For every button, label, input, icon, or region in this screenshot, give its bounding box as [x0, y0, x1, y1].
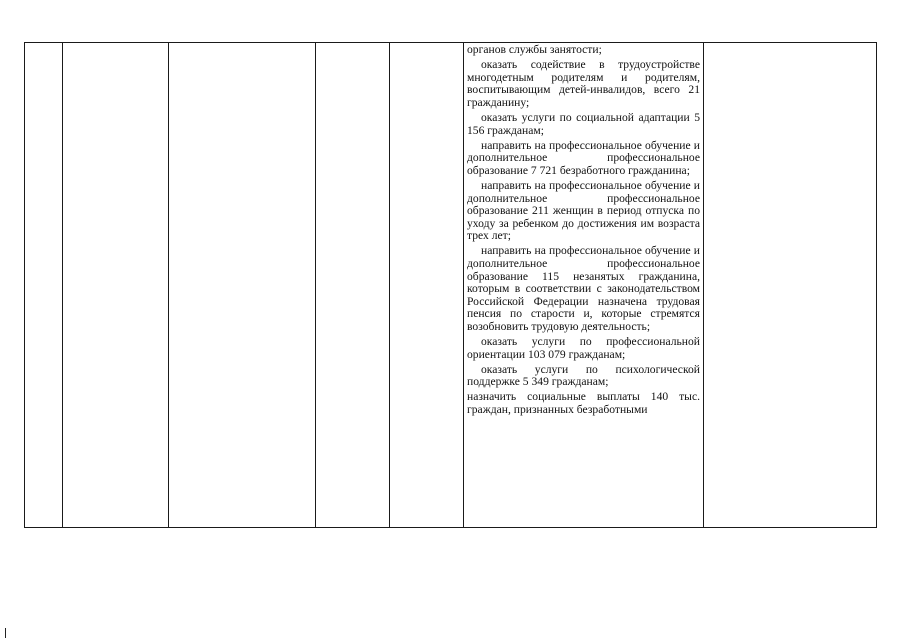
paragraph-psychological-support: оказать услуги по психологической поддержке 5 349 гражданам;: [467, 362, 700, 389]
paragraph-social-payments: назначить социальные выплаты 140 тыс. граждан, признанных безработными: [467, 390, 700, 417]
paragraph-employment-agencies: органов службы занятости;: [467, 43, 602, 56]
paragraph-career-guidance: оказать услуги по профессиональной ориентации 103 079 гражданам;: [467, 335, 700, 361]
measures-cell: [467, 44, 700, 419]
column-divider: [62, 43, 63, 527]
paragraph-women-training: направить на профессиональное обучение и дополнительное профессиональное образование 211 женщин в период отпуска по уходу за ребенком до достижения им возраста трех лет;: [467, 178, 700, 243]
table-frame: [24, 42, 877, 528]
paragraph-social-adaptation: оказать услуги по социальной адаптации 5 156 гражданам;: [467, 110, 700, 137]
paragraph-unemployed-training: направить на профессиональное обучение и дополнительное профессиональное образование 7 721 безработного гражданина;: [467, 138, 700, 177]
column-divider: [463, 43, 464, 527]
column-divider: [389, 43, 390, 527]
column-divider: [168, 43, 169, 527]
margin-mark: [5, 628, 6, 638]
paragraph-large-families: оказать содействие в трудоустройстве многодетным родителям и родителям, воспитывающим детей-инвалидов, всего 21 гражданину;: [467, 58, 700, 109]
column-divider: [703, 43, 704, 527]
paragraph-pensioners-training: направить на профессиональное обучение и дополнительное профессиональное образование 115 незанятых гражданина, которым в соответствии с законодательством Российской Федерации назначена трудовая пенсия по старости и, которые стремятся возобновить трудовую деятельность;: [467, 244, 700, 333]
column-divider: [315, 43, 316, 527]
